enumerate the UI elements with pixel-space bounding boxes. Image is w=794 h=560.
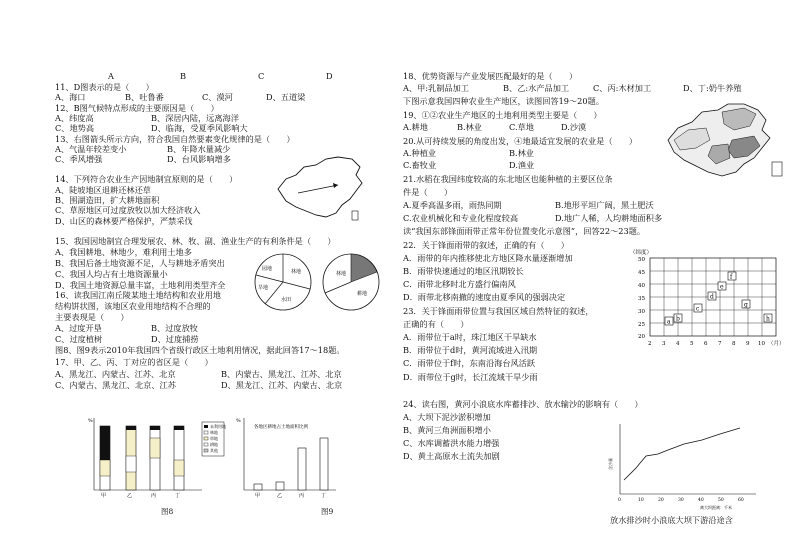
fig8-x-label: 丙 <box>151 493 157 499</box>
grid-x-tick: 6 <box>704 341 708 347</box>
q21-option-b[interactable]: B.地形平坦广阔，黑土肥沃 <box>555 200 654 210</box>
q16-option-d[interactable]: D、过度捕捞 <box>151 334 199 344</box>
right-column <box>400 0 794 560</box>
q18-option-b[interactable]: B、乙:水产品加工 <box>503 83 570 93</box>
fig8-legend-label: 耕地 <box>210 442 218 447</box>
fig9-x-label: 丁 <box>321 493 327 499</box>
fig89-intro: 图8、图9表示2010年我国四个省级行政区土地利用情况，据此回答17～18题。 <box>55 345 345 355</box>
q16-stem: 16、读我国江南丘陵某地土地结构和农业用地 <box>55 290 221 300</box>
fig8-x-label: 乙 <box>127 493 133 499</box>
grid-x-tick: 7 <box>718 341 722 347</box>
q22-option-b[interactable]: B．雨带快速通过的地区汛期较长 <box>403 266 524 276</box>
fig8-x-label: 甲 <box>101 493 107 499</box>
q20-option-d[interactable]: D.渔业 <box>509 160 535 170</box>
rainband-label: c <box>696 305 700 313</box>
fig8-caption: 图8 <box>161 507 174 516</box>
fig8-legend-swatch <box>204 443 208 446</box>
q11-option-d[interactable]: D、五道梁 <box>266 92 306 102</box>
q24-option-a[interactable]: A、大坝下泥沙淤积增加 <box>403 412 491 422</box>
sediment-x-ticks <box>618 497 744 503</box>
fig8-legend-swatch <box>204 431 208 434</box>
sediment-line <box>624 428 740 480</box>
q12-option-c[interactable]: C、地势高 <box>55 123 95 133</box>
china-agri-map-figure <box>662 100 790 184</box>
direction-arrow <box>298 185 338 193</box>
fig24-caption: 放水排沙时小浪底大坝下游沿途含 <box>610 515 733 525</box>
q13-stem: 13、右图箭头所示方向，符合我国自然要素变化规律的是（ ） <box>55 134 295 144</box>
rainband-label: f <box>730 273 733 281</box>
q22-option-d[interactable]: D．雨带北移南撤的速度由夏季风的强弱决定 <box>403 292 566 302</box>
q13-option-a[interactable]: A、气温年较差变小 <box>55 144 127 154</box>
q14-option-d[interactable]: D、山区的森林要严格保护，严禁采伐 <box>55 216 193 226</box>
pie1-label: 林地 <box>291 269 302 275</box>
fig8-legend-swatch <box>204 437 208 440</box>
land-structure-pie-charts <box>253 251 397 313</box>
q13-option-b[interactable]: B、年降水量减少 <box>167 144 231 154</box>
q18-option-c[interactable]: C、丙:木材加工 <box>593 83 652 93</box>
pie1-label: 旱地 <box>258 285 269 291</box>
fig8-legend <box>202 422 226 456</box>
q23-stem-line2: 正确的有（ ） <box>403 319 469 329</box>
sediment-x-tick: 30 <box>678 498 684 503</box>
fig8-bar-yi <box>126 426 136 490</box>
q21-stem: 21.水稻在我国纬度较高的东北地区也能种植的主要区位条 <box>403 174 613 184</box>
fig9-bar-jia <box>254 484 262 490</box>
fig8-legend-label: 林地 <box>210 430 218 435</box>
fig8-bar-bing <box>150 426 160 490</box>
fig8-bar-segment <box>100 460 110 476</box>
fig8-bar-segment <box>126 456 136 472</box>
grid-y-tick: 45 <box>638 270 645 276</box>
q22-option-a[interactable]: A．雨带的年内推移使北方地区降水量逐渐增加 <box>403 253 573 263</box>
q15-option-b[interactable]: B、我国后备土地资源不足，人与耕地矛盾突出 <box>55 258 225 268</box>
fig8-bar-segment <box>126 426 136 430</box>
south-sea-inset <box>772 162 782 176</box>
q19-option-d[interactable]: D.沙漠 <box>561 122 587 132</box>
q23-option-a[interactable]: A．雨带位于a时，珠江地区干旱缺水 <box>403 332 537 342</box>
sediment-x-tick: 0 <box>618 498 621 503</box>
grid-x-tick: 4 <box>676 341 680 347</box>
pie1-label: 园地 <box>262 266 273 272</box>
fig9-bar-yi <box>276 482 284 490</box>
rainband-label: b <box>676 315 680 323</box>
rainband-position-grid <box>626 246 792 350</box>
q21-option-a[interactable]: A.夏季高温多雨，雨热同期 <box>403 200 502 210</box>
q23-option-b[interactable]: B．雨带位于d时，黄河流域进入汛期 <box>403 345 538 355</box>
q13-option-c[interactable]: C、季风增强 <box>55 154 103 164</box>
grid-x-tick: 8 <box>732 341 736 347</box>
fig8-bar-segment <box>174 460 184 476</box>
q17-option-d[interactable]: D、黑龙江、江苏、内蒙古、北京 <box>221 380 343 390</box>
q18-option-a[interactable]: A、甲:乳制品加工 <box>403 83 469 93</box>
grid-y-tick: 25 <box>638 322 645 328</box>
q12-option-d[interactable]: D、临海，受夏季风影响大 <box>151 123 248 133</box>
q16-option-b[interactable]: B、过度放牧 <box>151 323 198 333</box>
q24-stem: 24、读右图，黄河小浪底水库蓄排沙、放水输沙的影响有（ ） <box>403 399 643 409</box>
q15-option-d[interactable]: D、我国土地资源总量丰富，土地利用类型齐全 <box>55 280 226 290</box>
q14-option-b[interactable]: B、围湖造田，扩大耕地面积 <box>55 195 160 205</box>
fig8-legend-label: 未利用地 <box>210 424 226 429</box>
q12-stem: 12、B图气候特点形成的主要原因是（ ） <box>55 103 219 113</box>
q21-option-d[interactable]: D.地广人稀，人均耕地面积多 <box>555 213 663 223</box>
fig8-legend-label: 草地 <box>210 436 218 441</box>
q21-stem-line2: 件是（ ） <box>403 187 453 197</box>
q15-option-a[interactable]: A、我国耕地、林地少，难利用土地多 <box>55 247 192 257</box>
q16-stem-line2: 结构饼状图，该地区农业用地结构不合理的 <box>55 301 211 311</box>
fig8-bar-segment <box>150 426 160 430</box>
q11-stem: 11、D图表示的是（ ） <box>55 82 154 92</box>
grid-x-ticks <box>648 339 785 347</box>
q15-option-c[interactable]: C、我国人均占有土地资源量小 <box>55 269 168 279</box>
q12-option-a[interactable]: A、纬度高 <box>55 113 94 123</box>
q17-stem: 17、甲、乙、丙、丁对应的省区是（ ） <box>55 357 213 367</box>
fig8-legend-swatch <box>204 425 208 428</box>
grid-x-tick: 9 <box>746 341 750 347</box>
sediment-line-chart <box>604 420 764 512</box>
grid-y-tick: 30 <box>638 309 645 315</box>
q22-option-c[interactable]: C．雨带北移时北方盛行偏南风 <box>403 279 516 289</box>
pie1-label: 水田 <box>281 297 292 303</box>
q14-stem: 14、下列符合农业生产因地制宜原则的是（ ） <box>55 174 238 184</box>
grid-x-tick: 3 <box>662 341 666 347</box>
fig8-stacked-bar-chart <box>88 416 228 502</box>
fig8-bar-segment <box>150 438 160 458</box>
fig9-y-axis-label: % <box>236 418 241 424</box>
sediment-x-label: 离大坝距离：千米 <box>700 505 732 510</box>
left-column: A B C D 11、D图表示的是（ ） A、海口 B、吐鲁番 C、漠河 D、五道梁 12、B图气候特点形成的主要原因是（ ） A、纬度高 B、深居内陆，远离海洋 C、地势高 D、临海，受夏季风影响大 13、右图箭头所示方向，符合我国自然要素变化规律的是（ ） A、气温年较差变小 B、年降水量减少 C、季风增强 D、台风影响增多 14、下列符合农业生产因地制宜原则的是（ ） A、陡坡地区退耕还林还草 B、围湖造田，扩大耕地面积 C、草原地区可过度放牧以加大经济收入 D、山区的森林要严格保护，严禁采伐 15、我国因地制宜合理发展农、林、牧、副、渔业生产的有利条件是（ ） A、我国耕地、林地少，难利用土地多 B、我国后备土地资源不足，人与耕地矛盾突出 C、我国人均占有土地资源量小 D、我国土地资源总量丰富，土地利用类型齐全 园地 林地 旱地 水田 林地 耕地 16、读我国江南丘陵某地土地结构和农业用地 结构饼状图，该地区农业用地结构不合理的 主要表现是（ ） A、过度开垦 B、过度放牧 C、过度植树 D、过度捕捞 图8、图9表示2010年我国四个省级行政区土地利用情况，据此回答17～18题。 17、甲、乙、丙、丁对应的省区是（ ） A、黑龙江、内蒙古、江苏、北京 B、内蒙古、黑龙江、江苏、北京 C、内蒙古、黑龙江、北京、江苏 D、黑龙江、江苏、内蒙古、北京 % 甲 乙 丙 丁 未利用地 林地 草地 耕地 其他 图8 % 各地区耕地占土地面积比例 甲 乙 丙 丁 图9 <box>0 0 400 560</box>
q13-option-d[interactable]: D、台风影响增多 <box>167 154 231 164</box>
grid-x-tick: 10 <box>758 341 765 347</box>
grid-y-tick: 40 <box>638 283 645 289</box>
fig-intro-19-20: 下图示意我国四种农业生产地区，读图回答19～20题。 <box>403 96 604 106</box>
q24-option-d[interactable]: D、黄土高原水土流失加剧 <box>403 451 500 461</box>
rainband-label: g <box>744 301 748 309</box>
q23-option-d[interactable]: D．雨带位于g时，长江流域干旱少雨 <box>403 372 538 382</box>
q14-option-c[interactable]: C、草原地区可过度放牧以加大经济收入 <box>55 205 201 215</box>
china-outline <box>278 157 362 217</box>
q18-option-d[interactable]: D、丁:奶牛养殖 <box>683 83 742 93</box>
q11-option-c[interactable]: C、漠河 <box>202 92 233 102</box>
q12-option-b[interactable]: B、深居内陆，远离海洋 <box>151 113 239 123</box>
fig8-legend-label: 其他 <box>210 448 218 453</box>
q23-stem: 23．关于锋面雨带位置与我国区域自然特征的叙述， <box>403 306 594 316</box>
sediment-x-tick: 60 <box>738 498 744 503</box>
q14-option-a[interactable]: A、陡坡地区退耕还林还草 <box>55 185 151 195</box>
rainband-label: d <box>710 293 714 301</box>
grid-y-tick: 20 <box>638 334 645 340</box>
grid-x-unit: （月） <box>768 341 785 347</box>
fig8-bar-segment <box>174 426 184 430</box>
pie-land-structure <box>255 254 311 310</box>
grid-y-ticks <box>638 257 645 340</box>
fig8-x-label: 丁 <box>175 493 181 499</box>
q20-option-b[interactable]: B.林业 <box>509 148 534 158</box>
fig9-bar-bing <box>298 448 306 490</box>
rainband-label: h <box>766 315 770 323</box>
fig9-x-label: 乙 <box>277 493 283 499</box>
q19-option-a[interactable]: A.耕地 <box>403 122 428 132</box>
arrow-head <box>333 183 338 188</box>
q19-option-c[interactable]: C.草地 <box>509 122 534 132</box>
q20-option-c[interactable]: C.畜牧业 <box>403 160 437 170</box>
q19-stem: 19、①②农业生产地区的土地利用类型主要是（ ） <box>403 110 602 120</box>
grid-y-tick: 35 <box>638 296 645 302</box>
rainband-label: e <box>720 283 724 291</box>
china-map-arrow-figure <box>272 153 376 231</box>
south-sea-inset <box>352 211 358 220</box>
q17-option-c[interactable]: C、内蒙古、黑龙江、北京、江苏 <box>55 380 176 390</box>
q21-option-c[interactable]: C.农业机械化和专业化程度较高 <box>403 213 519 223</box>
fig9-caption: 图9 <box>321 507 334 516</box>
fig8-y-axis-label: % <box>88 418 93 424</box>
q22-stem: 22．关于锋面雨带的叙述，正确的有（ ） <box>403 240 569 250</box>
q24-option-b[interactable]: B、黄河三角洲面积增小 <box>403 425 491 435</box>
q16-stem-line3: 主要表现是（ ） <box>55 312 129 322</box>
fig8-legend-swatch <box>204 449 208 452</box>
fig9-bar-chart <box>236 416 340 502</box>
fig9-title: 各地区耕地占土地面积比例 <box>254 425 308 430</box>
q16-option-a[interactable]: A、过度开垦 <box>55 323 102 333</box>
pie2-label: 林地 <box>336 271 347 277</box>
fig9-x-label: 甲 <box>255 493 261 499</box>
q24-option-c[interactable]: C、水库调蓄洪水能力增强 <box>403 438 500 448</box>
pie2-label: 耕地 <box>357 291 368 297</box>
q16-option-c[interactable]: C、过度植树 <box>55 334 103 344</box>
q11-option-a[interactable]: A、海口 <box>55 92 86 102</box>
rainband-label: a <box>667 318 671 326</box>
fig8-bar-jia <box>100 426 110 490</box>
fig8-bar-segment <box>100 426 110 460</box>
sediment-x-tick: 20 <box>658 498 664 503</box>
q11-option-b[interactable]: B、吐鲁番 <box>125 92 164 102</box>
fig9-bar-ding <box>320 438 328 490</box>
sediment-x-tick: 40 <box>698 498 704 503</box>
sediment-x-tick: 50 <box>718 498 724 503</box>
fig-intro-22-23: 读“我国东部锋面雨带正常年份位置变化示意图”，回答22～23题。 <box>403 226 646 236</box>
sediment-y-label: 含沙量 <box>608 458 613 470</box>
sediment-x-tick: 10 <box>638 498 644 503</box>
q20-stem: 20.从可持续发展的角度出发，④地最适宜发展的农业是（ ） <box>403 136 638 146</box>
fig8-bar-segment <box>174 426 184 490</box>
fig8-bar-ding <box>174 426 184 490</box>
q19-option-b[interactable]: B.林业 <box>457 122 482 132</box>
grid-y-title: （纬度） <box>630 250 653 256</box>
grid-x-tick: 2 <box>648 341 652 347</box>
q18-stem: 18、优势资源与产业发展匹配最好的是（ ） <box>403 71 578 81</box>
q20-option-a[interactable]: A.种植业 <box>403 148 437 158</box>
q23-option-c[interactable]: C．雨带位于f时，东南沿海台风活跃 <box>403 358 536 368</box>
q17-option-b[interactable]: B、内蒙古、黑龙江、江苏、北京 <box>221 369 342 379</box>
q17-option-a[interactable]: A、黑龙江、内蒙古、江苏、北京 <box>55 369 176 379</box>
q15-stem: 15、我国因地制宜合理发展农、林、牧、副、渔业生产的有利条件是（ ） <box>55 236 336 246</box>
fig9-x-label: 丙 <box>299 493 305 499</box>
pie-agri-structure <box>323 254 379 310</box>
grid-x-tick: 5 <box>690 341 694 347</box>
grid-y-tick: 50 <box>638 257 645 263</box>
